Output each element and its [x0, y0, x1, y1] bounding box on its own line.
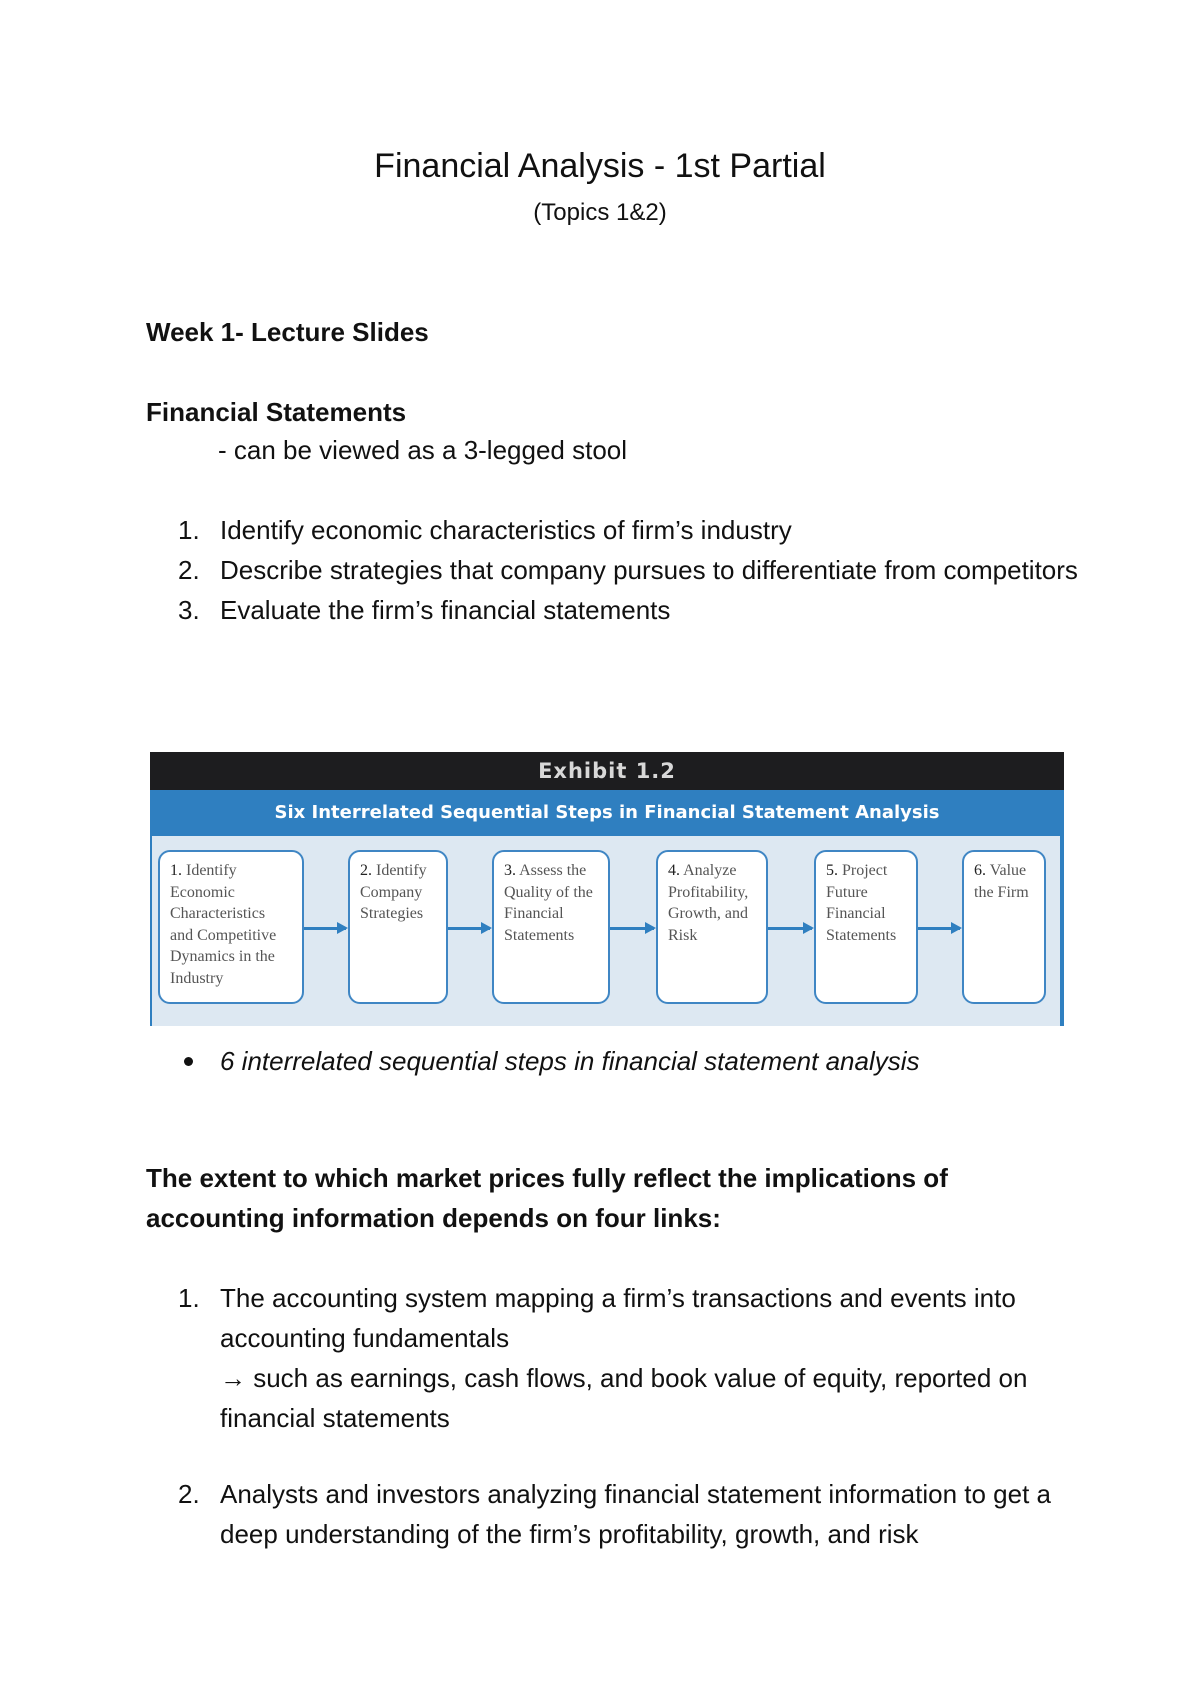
- list-item: [146, 1474, 1086, 1554]
- exhibit-label: Exhibit 1.2: [150, 752, 1064, 790]
- arrow-icon: [304, 927, 346, 930]
- step-number: 3.: [504, 862, 516, 879]
- list-text: The accounting system mapping a firm’s transactions and events into accounting fundamentals: [220, 1283, 1016, 1353]
- list-text: Evaluate the firm’s financial statements: [220, 595, 671, 625]
- links-heading: The extent to which market prices fully reflect the implications of accounting information depends on four links:: [146, 1163, 948, 1233]
- arrow-icon: [610, 927, 654, 930]
- list-number: 3.: [178, 595, 200, 625]
- arrow-icon: [768, 927, 812, 930]
- step-box-5: [814, 850, 918, 1004]
- list-item: [146, 590, 1086, 630]
- page-subtitle: (Topics 1&2): [533, 199, 667, 226]
- step-number: 4.: [668, 862, 680, 879]
- list-number: 2.: [178, 1479, 200, 1509]
- list-number: 2.: [178, 555, 200, 585]
- exhibit-title: Six Interrelated Sequential Steps in Financial Statement Analysis: [150, 790, 1064, 836]
- step-text: Analyze Profitability, Growth, and Risk: [668, 862, 749, 944]
- step-text: Assess the Quality of the Financial Statements: [504, 862, 593, 944]
- step-box-4: [656, 850, 768, 1004]
- step-number: 6.: [974, 862, 986, 879]
- bullet-item: [178, 1043, 920, 1079]
- step-text: Project Future Financial Statements: [826, 862, 897, 944]
- arrow-icon: [918, 927, 960, 930]
- step-box-3: [492, 850, 610, 1004]
- list-number: 1.: [178, 1283, 200, 1313]
- step-number: 1.: [170, 862, 182, 879]
- list-text: Analysts and investors analyzing financial statement information to get a deep understanding of the firm’s profitability, growth, and risk: [220, 1479, 1052, 1549]
- page-title: Financial Analysis - 1st Partial: [374, 147, 826, 185]
- links-list: [146, 1278, 1086, 1438]
- step-text: Value the Firm: [974, 862, 1029, 901]
- step-number: 2.: [360, 862, 372, 879]
- bullet-dot-icon: [184, 1057, 193, 1066]
- steps-list: [146, 510, 1086, 630]
- exhibit-figure: [150, 752, 1064, 1026]
- list-text: Identify economic characteristics of firm’s industry: [220, 515, 792, 545]
- step-text: Identify Economic Characteristics and Competitive Dynamics in the Industry: [170, 862, 277, 987]
- list-item: [146, 550, 1086, 590]
- list-item: [146, 1278, 1086, 1438]
- step-number: 5.: [826, 862, 838, 879]
- list-item: [146, 510, 1086, 550]
- exhibit-flow: [150, 836, 1064, 1026]
- bullet-text: 6 interrelated sequential steps in financial statement analysis: [220, 1046, 920, 1076]
- step-box-2: [348, 850, 448, 1004]
- links-list-continued: [146, 1474, 1086, 1554]
- step-text: Identify Company Strategies: [360, 862, 427, 922]
- list-number: 1.: [178, 515, 200, 545]
- week-heading: Week 1- Lecture Slides: [146, 317, 429, 347]
- list-text: Describe strategies that company pursues to differentiate from competitors: [220, 555, 1078, 585]
- section-heading: Financial Statements: [146, 397, 407, 427]
- section-note: - can be viewed as a 3-legged stool: [218, 435, 628, 465]
- arrow-icon: [448, 927, 490, 930]
- step-box-6: [962, 850, 1046, 1004]
- list-detail: → such as earnings, cash flows, and book value of equity, reported on financial statements: [220, 1363, 1028, 1433]
- step-box-1: [158, 850, 304, 1004]
